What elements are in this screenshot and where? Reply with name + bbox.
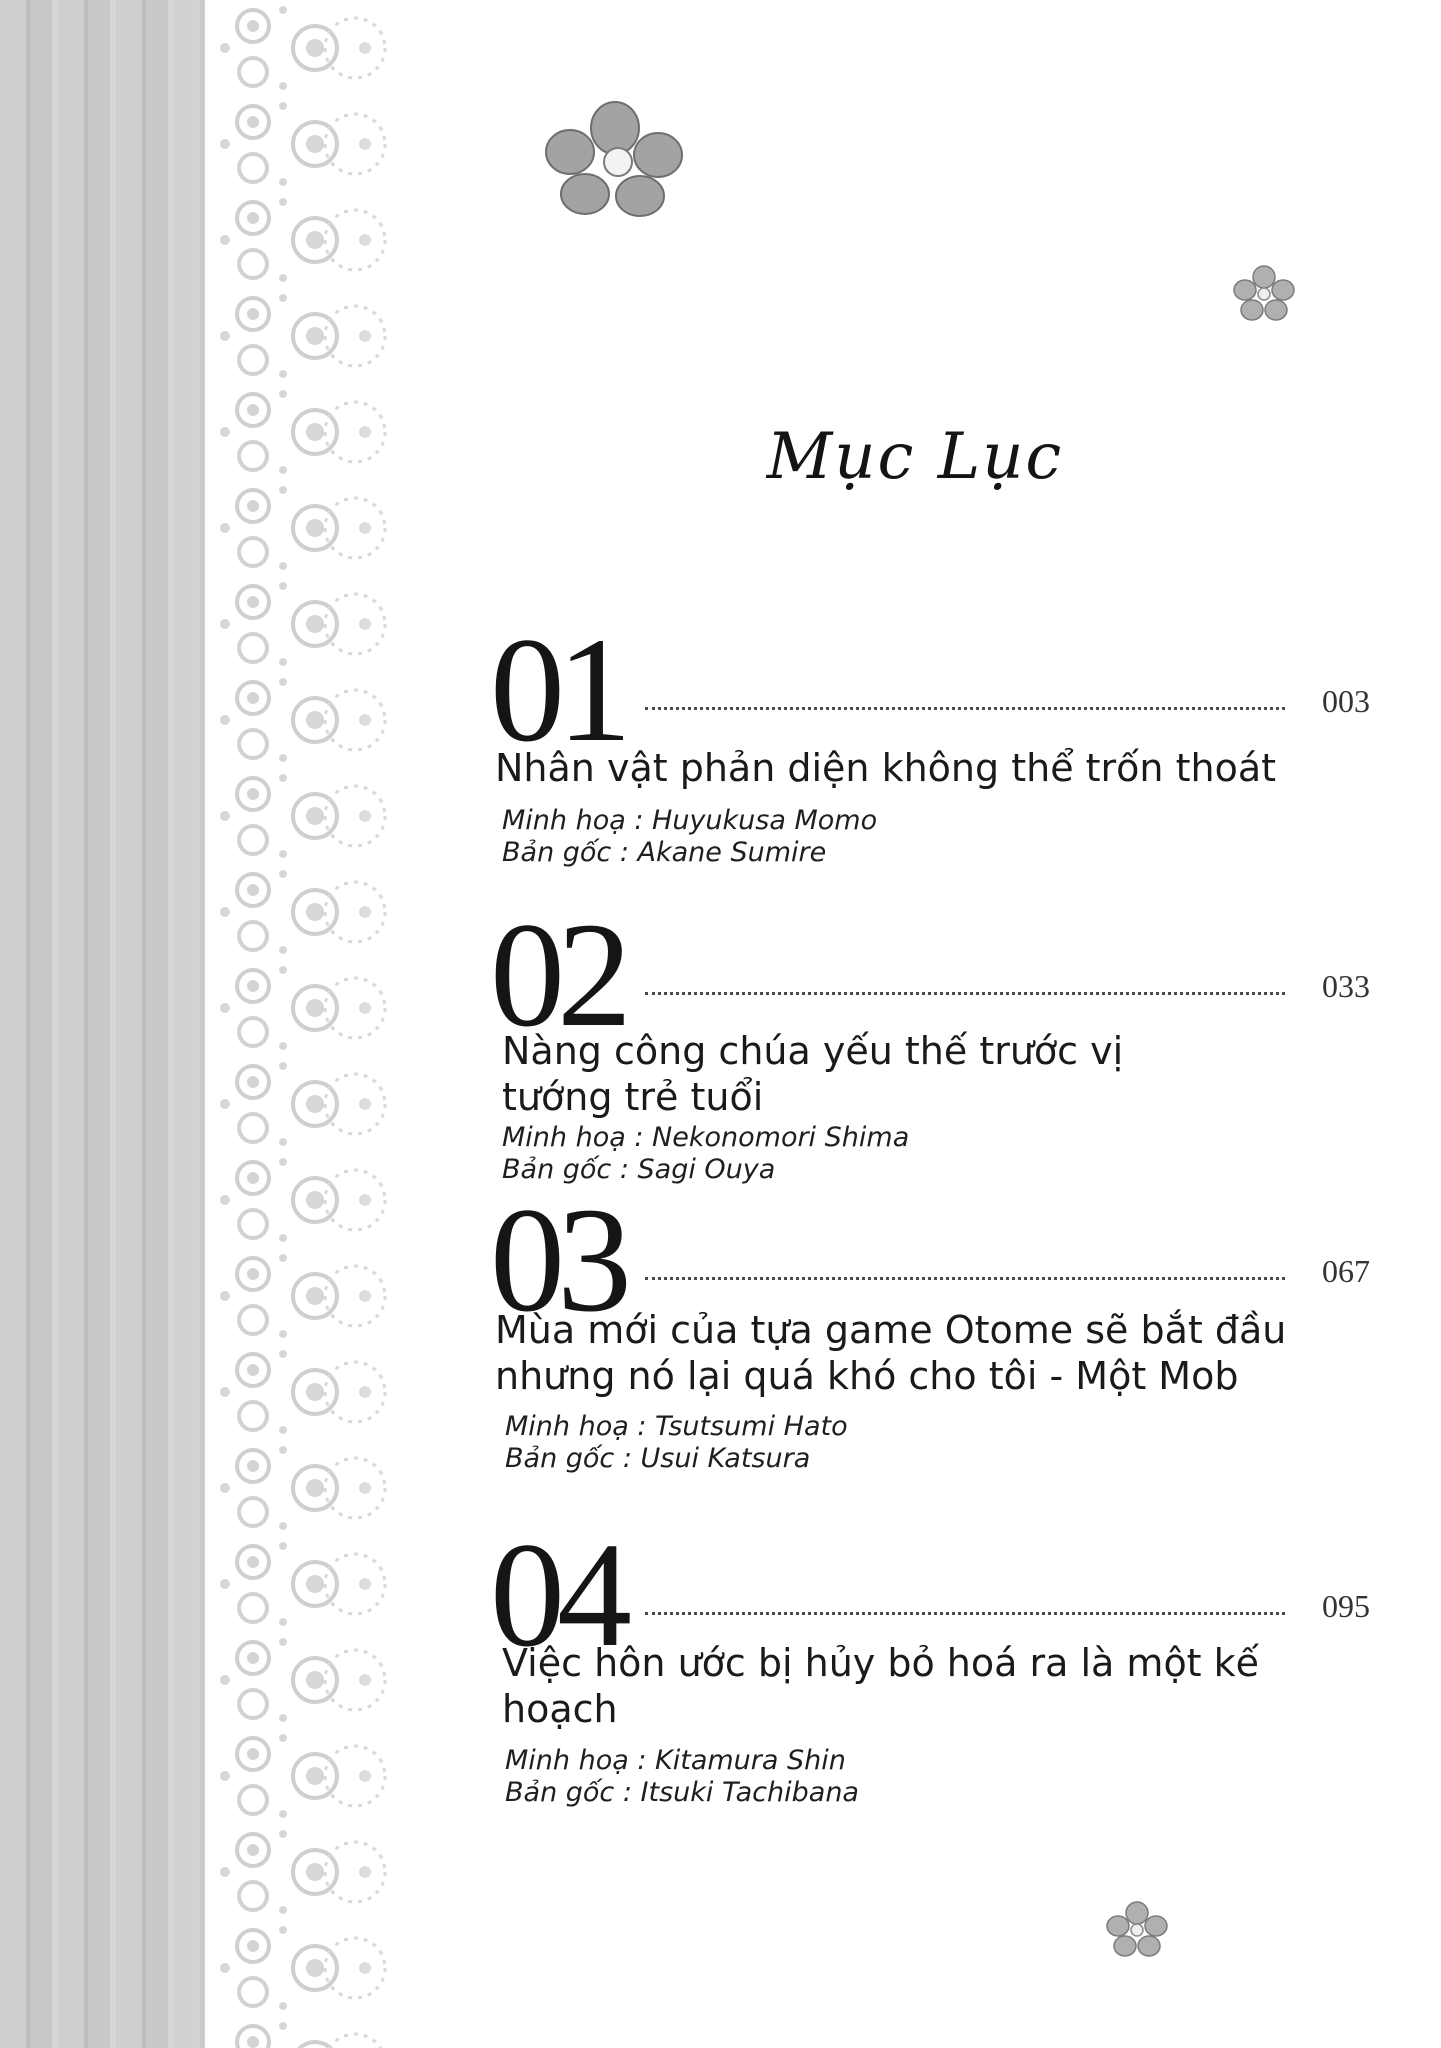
original-author-credit: Bản gốc : Itsuki Tachibana — [505, 1777, 859, 1808]
original-author-credit: Bản gốc : Akane Sumire — [502, 837, 827, 868]
illustrator-credit: Minh hoạ : Kitamura Shin — [505, 1745, 846, 1776]
illustrator-credit: Minh hoạ : Huyukusa Momo — [502, 805, 878, 836]
chapter-number: 02 — [490, 892, 624, 1058]
toc-entry-04 — [490, 1512, 1370, 1820]
page-number: 003 — [1322, 683, 1370, 719]
flower-small-icon — [1232, 264, 1296, 324]
original-author-credit: Bản gốc : Sagi Ouya — [502, 1154, 776, 1185]
dotted-leader — [645, 1612, 1285, 1615]
flower-bottom-icon — [1105, 1900, 1169, 1960]
lace-border — [205, 0, 395, 2048]
chapter-title: Mùa mới của tựa game Otome sẽ bắt đầu nhưng nó lại quá khó cho tôi - Một Mob — [495, 1308, 1287, 1398]
chapter-number: 04 — [490, 1512, 624, 1678]
chapter-title: Nhân vật phản diện không thể trốn thoát — [495, 746, 1277, 790]
illustrator-credit: Minh hoạ : Tsutsumi Hato — [505, 1411, 848, 1442]
page-number: 067 — [1322, 1253, 1370, 1289]
toc-entry-02 — [490, 892, 1370, 1200]
dotted-leader — [645, 992, 1285, 995]
striped-background-band — [0, 0, 240, 2048]
illustrator-credit: Minh hoạ : Nekonomori Shima — [502, 1122, 910, 1153]
flower-large-icon — [540, 100, 690, 220]
page-number: 033 — [1322, 968, 1370, 1004]
original-author-credit: Bản gốc : Usui Katsura — [505, 1443, 811, 1474]
toc-entry-03 — [490, 1177, 1370, 1485]
dotted-leader — [645, 707, 1285, 710]
chapter-number: 03 — [490, 1177, 624, 1343]
chapter-number: 01 — [490, 607, 624, 773]
dotted-leader — [645, 1277, 1285, 1280]
chapter-title: Nàng công chúa yếu thế trước vị tướng trẻ tuổi — [502, 1029, 1124, 1119]
chapter-title: Việc hôn ước bị hủy bỏ hoá ra là một kế hoạch — [502, 1641, 1260, 1731]
page-number: 095 — [1322, 1588, 1370, 1624]
page-title: Mục Lục — [766, 420, 1064, 494]
toc-entry-01 — [490, 607, 1370, 875]
